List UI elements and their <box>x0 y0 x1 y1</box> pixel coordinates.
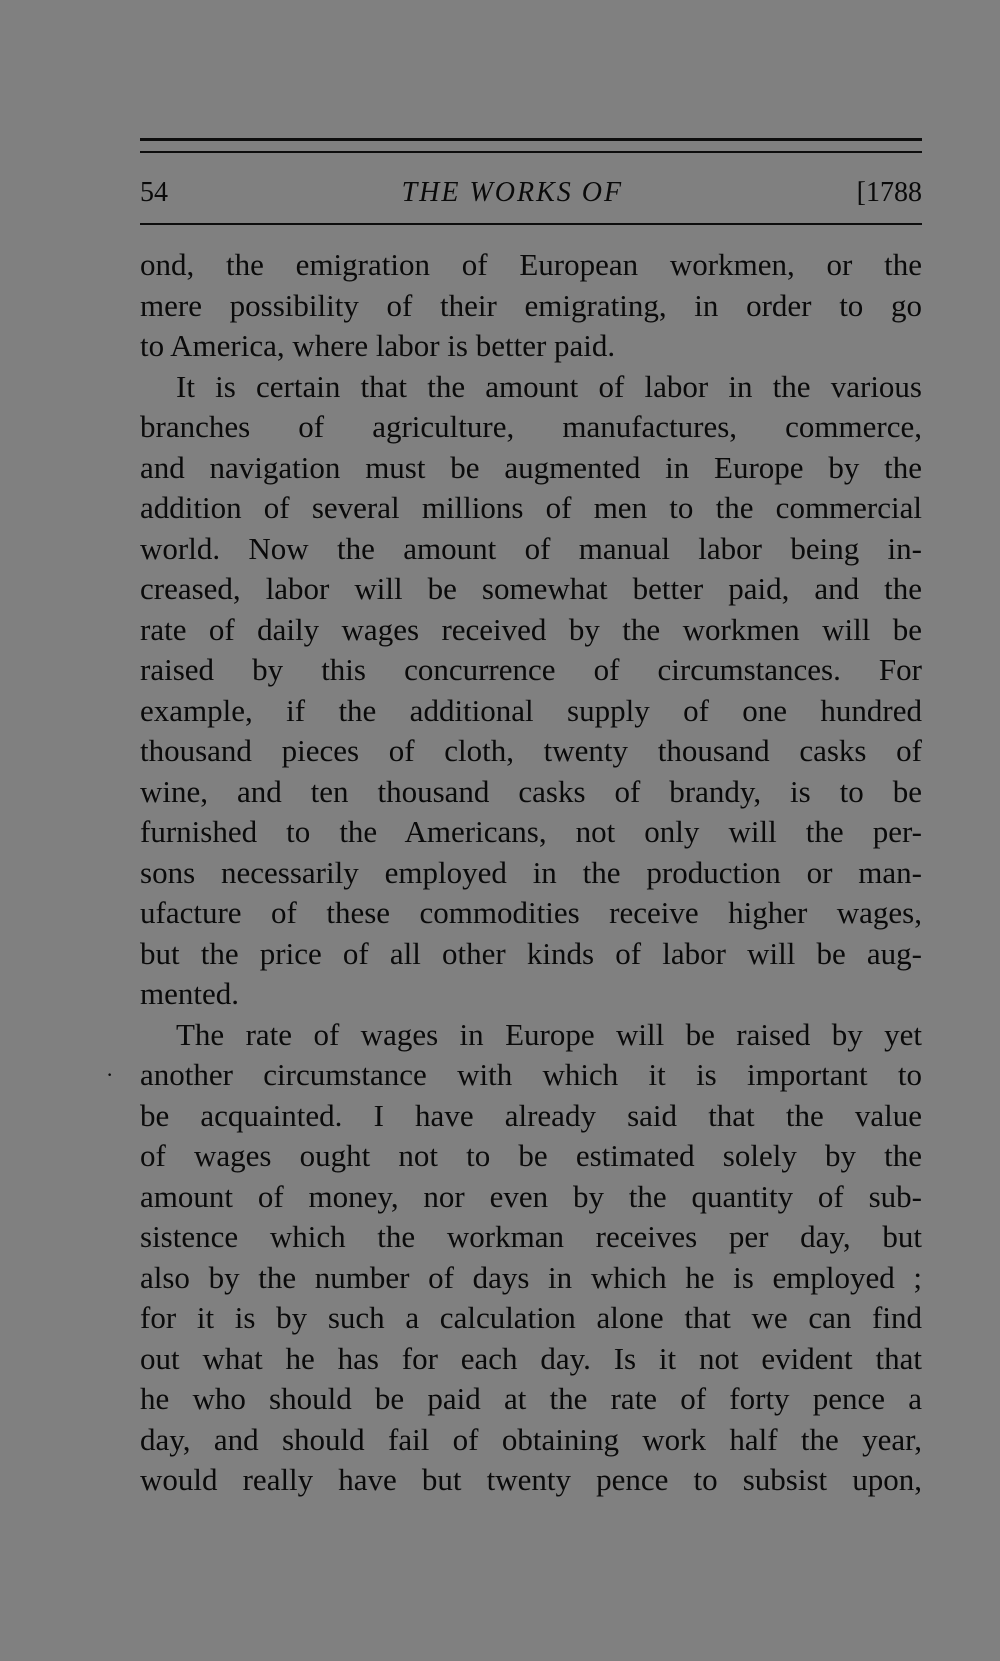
text-line: day, and should fail of obtaining work half the year, <box>140 1421 922 1457</box>
text-line: be acquainted. I have already said that the value <box>140 1097 922 1133</box>
text-line: would really have but twenty pence to subsist upon, <box>140 1462 922 1497</box>
text-line-content: another circumstance with which it is important to <box>140 1057 922 1092</box>
text-line: addition of several millions of men to the commercial <box>140 490 922 525</box>
text-line: furnished to the Americans, not only will the per- <box>140 814 922 849</box>
text-line: mere possibility of their emigrating, in order to go <box>140 287 922 323</box>
text-line: ond, the emigration of European workmen, or the <box>140 247 922 282</box>
page-number: 54 <box>140 177 168 208</box>
text-line: and navigation must be augmented in Europe by the <box>140 449 922 485</box>
header-year: [1788 <box>856 177 922 208</box>
text-line: raised by this concurrence of circumstances. For <box>140 652 922 687</box>
text-line: branches of agriculture, manufactures, commerce, <box>140 409 922 444</box>
text-line: ufacture of these commodities receive higher wages, <box>140 895 922 930</box>
text-line: world. Now the amount of manual labor being in- <box>140 530 922 566</box>
body-text <box>106 245 922 1501</box>
text-line: also by the number of days in which he is employed ; <box>140 1259 922 1295</box>
text-line: rate of daily wages received by the workmen will be <box>140 611 922 647</box>
running-title: THE WORKS OF <box>401 177 624 208</box>
text-line: for it is by such a calculation alone that we can find <box>140 1300 922 1335</box>
text-line: creased, labor will be somewhat better paid, and the <box>140 571 922 606</box>
text-line: The rate of wages in Europe will be raised by yet <box>176 1016 922 1052</box>
text-line: out what he has for each day. Is it not evident that <box>140 1340 922 1376</box>
header-double-rule <box>140 138 922 153</box>
text-line: sons necessarily employed in the production or man- <box>140 854 922 890</box>
text-line: example, if the additional supply of one hundred <box>140 692 922 728</box>
text-line: It is certain that the amount of labor in the various <box>176 368 922 404</box>
text-line: he who should be paid at the rate of forty pence a <box>140 1381 922 1416</box>
text-line: but the price of all other kinds of labor will be aug- <box>140 935 922 971</box>
text-line <box>106 1055 922 1096</box>
margin-mark: · <box>106 1062 114 1087</box>
text-line: mented. <box>140 976 239 1011</box>
text-line: wine, and ten thousand casks of brandy, is to be <box>140 773 922 809</box>
text-line: sistence which the workman receives per day, but <box>140 1219 922 1254</box>
text-line: to America, where labor is better paid. <box>140 328 616 363</box>
header-rule <box>140 223 922 225</box>
text-line: amount of money, nor even by the quantity of sub- <box>140 1178 922 1214</box>
text-line: of wages ought not to be estimated solely by the <box>140 1138 922 1173</box>
book-page <box>106 138 922 1501</box>
text-line: thousand pieces of cloth, twenty thousand casks of <box>140 733 922 768</box>
running-header <box>140 175 922 211</box>
